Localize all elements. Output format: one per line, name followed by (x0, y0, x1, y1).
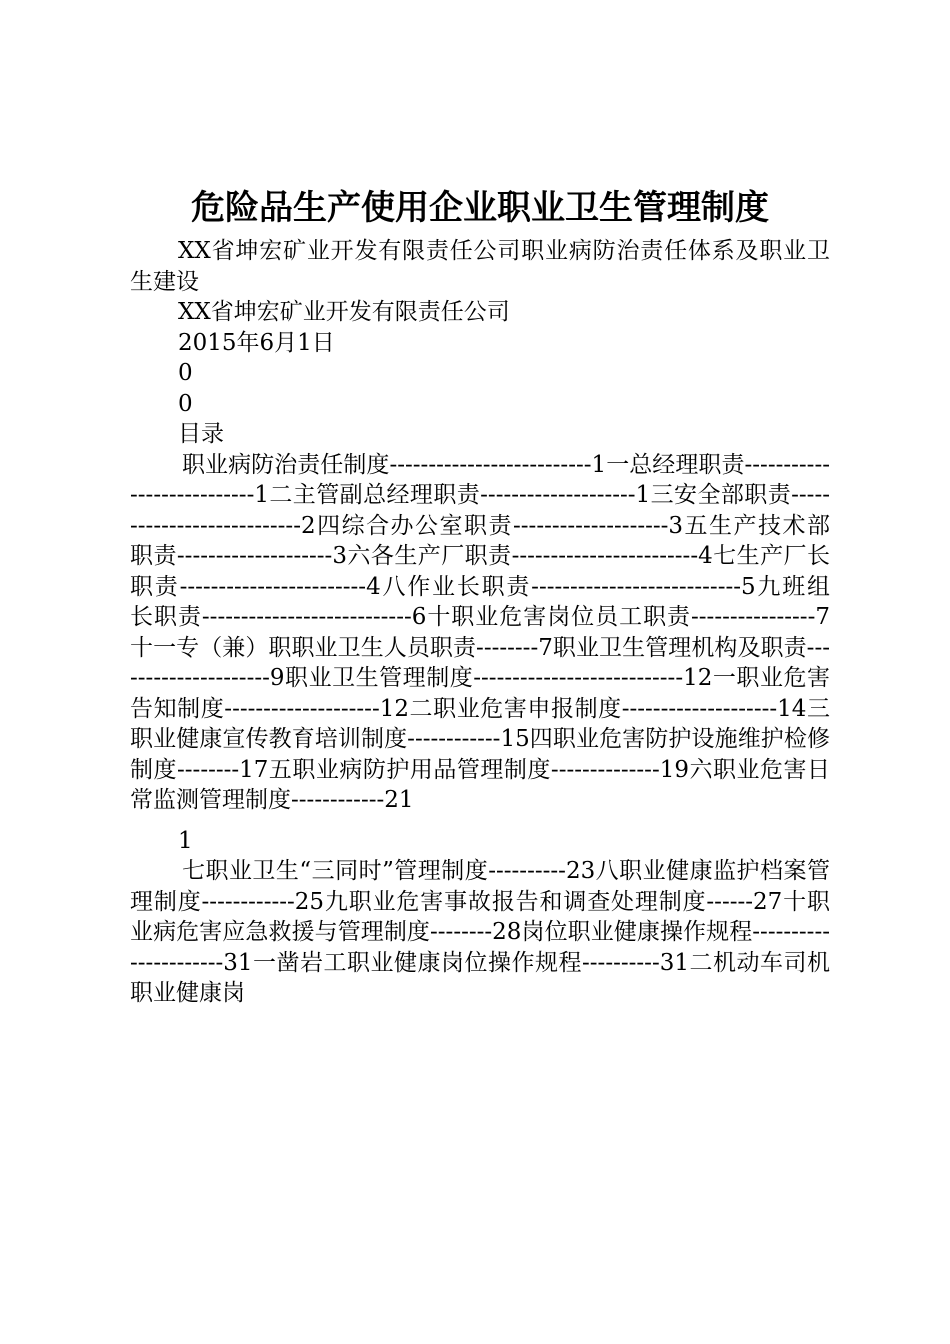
company-heading: XX省坤宏矿业开发有限责任公司职业病防治责任体系及职业卫生建设 (130, 238, 830, 295)
toc-heading: 目录 (178, 421, 224, 447)
document-date: 2015年6月1日 (178, 329, 335, 356)
page-number: 1 (178, 827, 193, 854)
company-name: XX省坤宏矿业开发有限责任公司 (178, 299, 510, 325)
document-title: 危险品生产使用企业职业卫生管理制度 (191, 188, 769, 228)
zero-line-1: 0 (178, 360, 193, 386)
toc-block-2: 七职业卫生“三同时”管理制度----------23八职业健康监护档案管理制度------------25九职业危害事故报告和调查处理制度------27十职业病危害应急救援与管理制度--------28岗位职业健康操作规程----------------------31一凿岩工职业健康岗位操作规程----------31二机动车司机职业健康岗 (130, 858, 830, 1006)
toc-block-1: 职业病防治责任制度--------------------------1一总经理职责---------------------------1二主管副总经理职责--------------------1三安全部职责---------------------------2四综合办公室职责--------------------3五生产技术部职责--------------------3六各生产厂职责------------------------4七生产厂长职责------------------------4八作业长职责---------------------------5九班组长职责---------------------------6十职业危害岗位员工职责----------------7十一专（兼）职职业卫生人员职责--------7职业卫生管理机构及职责---------------------9职业卫生管理制度---------------------------12一职业危害告知制度--------------------12二职业危害申报制度--------------------14三职业健康宣传教育培训制度------------15四职业危害防护设施维护检修制度--------17五职业病防护用品管理制度--------------19六职业危害日常监测管理制度------------21 (130, 451, 830, 813)
zero-line-2: 0 (178, 390, 193, 417)
document-page (130, 180, 830, 1009)
